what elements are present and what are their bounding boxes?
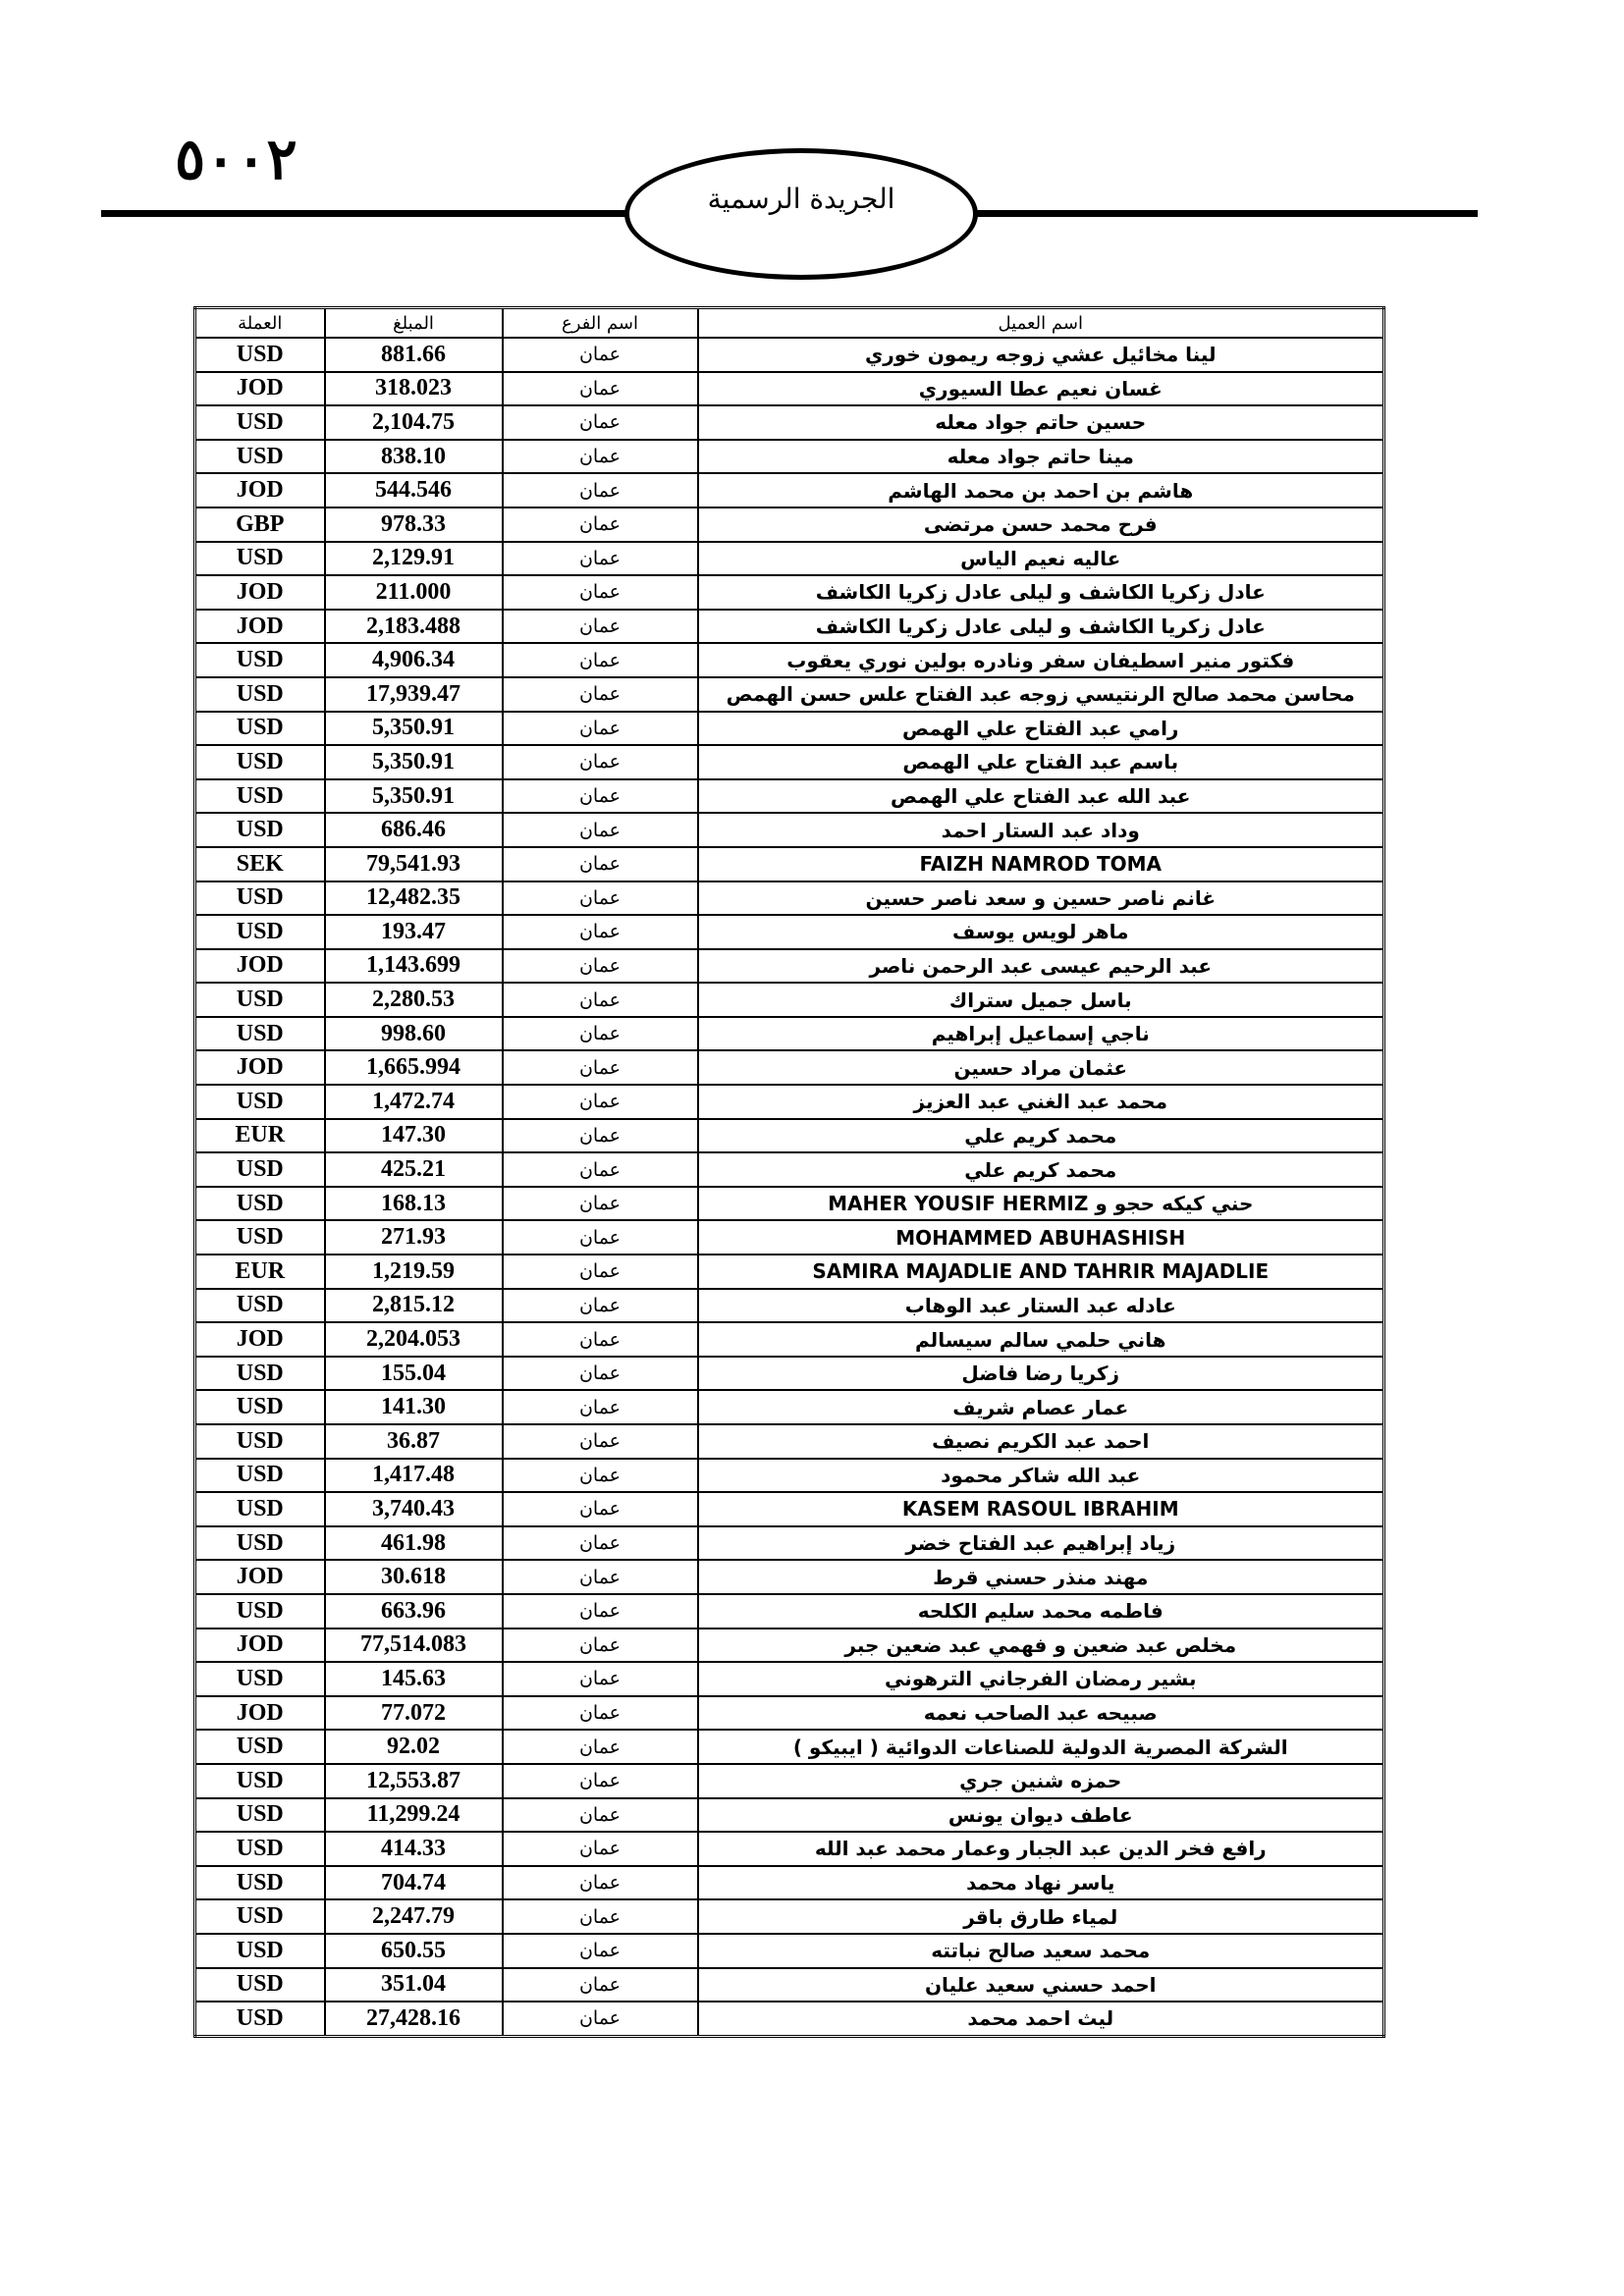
cell-currency: USD	[195, 1968, 325, 2002]
cell-name: باسل جميل ستراك	[698, 983, 1384, 1017]
table-row	[195, 881, 1384, 916]
cell-name: عبد الله عبد الفتاح علي الهمص	[698, 779, 1384, 814]
cell-amount: 704.74	[325, 1866, 503, 1900]
cell-name: غانم ناصر حسين و سعد ناصر حسين	[698, 881, 1384, 916]
cell-name: KASEM RASOUL IBRAHIM	[698, 1492, 1384, 1526]
table-row	[195, 575, 1384, 610]
cell-amount: 838.10	[325, 440, 503, 474]
cell-currency: GBP	[195, 507, 325, 542]
cell-amount: 2,280.53	[325, 983, 503, 1017]
cell-name: محمد سعيد صالح نباتته	[698, 1934, 1384, 1968]
cell-currency: USD	[195, 338, 325, 372]
cell-branch: عمان	[503, 881, 698, 916]
table-row	[195, 338, 1384, 372]
table-row	[195, 915, 1384, 949]
cell-name: غسان نعيم عطا السيوري	[698, 372, 1384, 406]
cell-currency: USD	[195, 1866, 325, 1900]
cell-amount: 12,553.87	[325, 1764, 503, 1798]
cell-branch: عمان	[503, 1085, 698, 1119]
cell-amount: 461.98	[325, 1526, 503, 1561]
cell-branch: عمان	[503, 847, 698, 881]
table-row	[195, 983, 1384, 1017]
table-row	[195, 779, 1384, 814]
cell-name: باسم عبد الفتاح علي الهمص	[698, 745, 1384, 779]
cell-amount: 155.04	[325, 1357, 503, 1391]
cell-name: FAIZH NAMROD TOMA	[698, 847, 1384, 881]
cell-amount: 978.33	[325, 507, 503, 542]
cell-currency: USD	[195, 1899, 325, 1934]
cell-branch: عمان	[503, 575, 698, 610]
cell-name: فرح محمد حسن مرتضى	[698, 507, 1384, 542]
cell-name: محاسن محمد صالح الرنتيسي زوجه عبد الفتاح علس حسن الهمص	[698, 677, 1384, 712]
cell-name: احمد حسني سعيد عليان	[698, 1968, 1384, 2002]
cell-currency: USD	[195, 1424, 325, 1459]
cell-name: عمار عصام شريف	[698, 1390, 1384, 1424]
cell-currency: JOD	[195, 372, 325, 406]
cell-amount: 414.33	[325, 1832, 503, 1866]
cell-currency: USD	[195, 1934, 325, 1968]
cell-name: عادل زكريا الكاشف و ليلى عادل زكريا الكاشف	[698, 575, 1384, 610]
cell-currency: USD	[195, 1730, 325, 1764]
cell-branch: عمان	[503, 712, 698, 746]
cell-currency: JOD	[195, 1629, 325, 1663]
cell-currency: JOD	[195, 1322, 325, 1357]
cell-amount: 2,104.75	[325, 405, 503, 440]
table-row	[195, 1152, 1384, 1187]
cell-amount: 2,204.053	[325, 1322, 503, 1357]
cell-currency: USD	[195, 1459, 325, 1493]
cell-name: حني كيكه حجو و MAHER YOUSIF HERMIZ	[698, 1187, 1384, 1221]
cell-currency: USD	[195, 813, 325, 847]
cell-currency: USD	[195, 1289, 325, 1323]
cell-amount: 998.60	[325, 1017, 503, 1051]
cell-currency: JOD	[195, 1696, 325, 1731]
cell-branch: عمان	[503, 1594, 698, 1629]
cell-amount: 12,482.35	[325, 881, 503, 916]
cell-amount: 141.30	[325, 1390, 503, 1424]
table-row	[195, 712, 1384, 746]
cell-amount: 168.13	[325, 1187, 503, 1221]
table-row	[195, 1050, 1384, 1085]
cell-amount: 77,514.083	[325, 1629, 503, 1663]
table-row	[195, 1424, 1384, 1459]
table-row	[195, 1899, 1384, 1934]
cell-amount: 1,417.48	[325, 1459, 503, 1493]
cell-currency: USD	[195, 712, 325, 746]
cell-branch: عمان	[503, 1832, 698, 1866]
cell-branch: عمان	[503, 915, 698, 949]
table-header-row	[195, 308, 1384, 339]
cell-branch: عمان	[503, 1390, 698, 1424]
journal-title: الجريدة الرسمية	[707, 183, 895, 215]
column-header-branch: اسم الفرع	[503, 308, 698, 339]
cell-amount: 30.618	[325, 1560, 503, 1594]
table-row	[195, 440, 1384, 474]
cell-name: لينا مخائيل عشي زوجه ريمون خوري	[698, 338, 1384, 372]
cell-amount: 3,740.43	[325, 1492, 503, 1526]
cell-amount: 271.93	[325, 1220, 503, 1255]
cell-amount: 425.21	[325, 1152, 503, 1187]
cell-amount: 2,183.488	[325, 610, 503, 644]
cell-name: لمياء طارق باقر	[698, 1899, 1384, 1934]
cell-name: عاليه نعيم الياس	[698, 542, 1384, 576]
column-header-currency: العملة	[195, 308, 325, 339]
cell-amount: 544.546	[325, 473, 503, 507]
cell-amount: 686.46	[325, 813, 503, 847]
table-row	[195, 1459, 1384, 1493]
page-number: ٥٠٠٢	[175, 126, 298, 192]
cell-currency: JOD	[195, 473, 325, 507]
cell-amount: 4,906.34	[325, 643, 503, 677]
cell-name: بشير رمضان الفرجاني الترهوني	[698, 1662, 1384, 1696]
cell-name: فاطمه محمد سليم الكلحه	[698, 1594, 1384, 1629]
table-row	[195, 847, 1384, 881]
table-row	[195, 405, 1384, 440]
table-row	[195, 1629, 1384, 1663]
cell-amount: 77.072	[325, 1696, 503, 1731]
cell-branch: عمان	[503, 1187, 698, 1221]
cell-currency: USD	[195, 881, 325, 916]
table-row	[195, 1662, 1384, 1696]
cell-name: محمد كريم علي	[698, 1152, 1384, 1187]
cell-currency: JOD	[195, 1560, 325, 1594]
table-row	[195, 1187, 1384, 1221]
cell-currency: USD	[195, 983, 325, 1017]
cell-name: حسين حاتم جواد معله	[698, 405, 1384, 440]
table-row	[195, 1696, 1384, 1731]
cell-name: زكريا رضا فاضل	[698, 1357, 1384, 1391]
table-row	[195, 1119, 1384, 1153]
cell-currency: USD	[195, 1390, 325, 1424]
table-row	[195, 1289, 1384, 1323]
table-row	[195, 1017, 1384, 1051]
cell-branch: عمان	[503, 1152, 698, 1187]
cell-name: SAMIRA MAJADLIE AND TAHRIR MAJADLIE	[698, 1255, 1384, 1289]
cell-name: محمد عبد الغني عبد العزيز	[698, 1085, 1384, 1119]
cell-amount: 1,143.699	[325, 949, 503, 984]
cell-name: محمد كريم علي	[698, 1119, 1384, 1153]
cell-name: وداد عبد الستار احمد	[698, 813, 1384, 847]
cell-name: رامي عبد الفتاح علي الهمص	[698, 712, 1384, 746]
cell-branch: عمان	[503, 1424, 698, 1459]
cell-name: فكتور منير اسطيفان سفر ونادره بولين نوري يعقوب	[698, 643, 1384, 677]
cell-branch: عمان	[503, 779, 698, 814]
cell-currency: USD	[195, 1764, 325, 1798]
cell-amount: 881.66	[325, 338, 503, 372]
cell-amount: 145.63	[325, 1662, 503, 1696]
cell-branch: عمان	[503, 1050, 698, 1085]
cell-branch: عمان	[503, 643, 698, 677]
cell-branch: عمان	[503, 2002, 698, 2036]
table-row	[195, 1560, 1384, 1594]
cell-currency: USD	[195, 542, 325, 576]
cell-currency: USD	[195, 1492, 325, 1526]
cell-branch: عمان	[503, 1798, 698, 1833]
cell-branch: عمان	[503, 610, 698, 644]
cell-amount: 36.87	[325, 1424, 503, 1459]
cell-amount: 2,247.79	[325, 1899, 503, 1934]
cell-amount: 1,472.74	[325, 1085, 503, 1119]
cell-currency: JOD	[195, 949, 325, 984]
cell-amount: 5,350.91	[325, 779, 503, 814]
cell-branch: عمان	[503, 440, 698, 474]
cell-name: الشركة المصرية الدولية للصناعات الدوائية ( ايبيكو )	[698, 1730, 1384, 1764]
cell-name: هاني حلمي سالم سيسالم	[698, 1322, 1384, 1357]
cell-name: ناجي إسماعيل إبراهيم	[698, 1017, 1384, 1051]
cell-name: عادل زكريا الكاشف و ليلى عادل زكريا الكاشف	[698, 610, 1384, 644]
table-row	[195, 1934, 1384, 1968]
cell-name: عثمان مراد حسين	[698, 1050, 1384, 1085]
cell-amount: 27,428.16	[325, 2002, 503, 2036]
accounts-table	[193, 306, 1385, 2038]
cell-amount: 5,350.91	[325, 745, 503, 779]
cell-name: عادله عبد الستار عبد الوهاب	[698, 1289, 1384, 1323]
table-row	[195, 1492, 1384, 1526]
cell-amount: 5,350.91	[325, 712, 503, 746]
table-row	[195, 1798, 1384, 1833]
cell-branch: عمان	[503, 949, 698, 984]
table-row	[195, 813, 1384, 847]
table-row	[195, 1220, 1384, 1255]
cell-name: مهند منذر حسني قرط	[698, 1560, 1384, 1594]
cell-branch: عمان	[503, 813, 698, 847]
column-header-name: اسم العميل	[698, 308, 1384, 339]
cell-currency: USD	[195, 1526, 325, 1561]
table-row	[195, 643, 1384, 677]
table-row	[195, 2002, 1384, 2036]
cell-branch: عمان	[503, 1696, 698, 1731]
cell-currency: JOD	[195, 610, 325, 644]
cell-currency: USD	[195, 1357, 325, 1391]
cell-branch: عمان	[503, 1220, 698, 1255]
cell-amount: 147.30	[325, 1119, 503, 1153]
cell-name: حمزه شنين جري	[698, 1764, 1384, 1798]
cell-name: ليث احمد محمد	[698, 2002, 1384, 2036]
table-row	[195, 1832, 1384, 1866]
table-row	[195, 473, 1384, 507]
table-row	[195, 372, 1384, 406]
table-row	[195, 1390, 1384, 1424]
cell-amount: 193.47	[325, 915, 503, 949]
cell-name: MOHAMMED ABUHASHISH	[698, 1220, 1384, 1255]
cell-name: عاطف ديوان يونس	[698, 1798, 1384, 1833]
cell-branch: عمان	[503, 1289, 698, 1323]
cell-branch: عمان	[503, 473, 698, 507]
table-row	[195, 610, 1384, 644]
cell-name: رافع فخر الدين عبد الجبار وعمار محمد عبد الله	[698, 1832, 1384, 1866]
cell-branch: عمان	[503, 1459, 698, 1493]
cell-currency: USD	[195, 440, 325, 474]
cell-currency: USD	[195, 745, 325, 779]
cell-branch: عمان	[503, 1526, 698, 1561]
table-row	[195, 949, 1384, 984]
table-row	[195, 1866, 1384, 1900]
table-row	[195, 1255, 1384, 1289]
cell-branch: عمان	[503, 745, 698, 779]
table-row	[195, 542, 1384, 576]
cell-branch: عمان	[503, 1866, 698, 1900]
cell-name: ياسر نهاد محمد	[698, 1866, 1384, 1900]
cell-branch: عمان	[503, 983, 698, 1017]
table-row	[195, 745, 1384, 779]
cell-amount: 1,219.59	[325, 1255, 503, 1289]
cell-amount: 650.55	[325, 1934, 503, 1968]
cell-currency: USD	[195, 1017, 325, 1051]
cell-currency: USD	[195, 915, 325, 949]
cell-name: مخلص عبد ضعين و فهمي عبد ضعين جبر	[698, 1629, 1384, 1663]
cell-amount: 79,541.93	[325, 847, 503, 881]
cell-currency: EUR	[195, 1119, 325, 1153]
cell-currency: JOD	[195, 1050, 325, 1085]
cell-currency: USD	[195, 1187, 325, 1221]
cell-branch: عمان	[503, 1119, 698, 1153]
table-row	[195, 677, 1384, 712]
cell-branch: عمان	[503, 1017, 698, 1051]
cell-amount: 211.000	[325, 575, 503, 610]
cell-name: عبد الرحيم عيسى عبد الرحمن ناصر	[698, 949, 1384, 984]
cell-currency: USD	[195, 1085, 325, 1119]
cell-currency: USD	[195, 677, 325, 712]
cell-branch: عمان	[503, 1629, 698, 1663]
cell-branch: عمان	[503, 1662, 698, 1696]
cell-amount: 92.02	[325, 1730, 503, 1764]
cell-name: مينا حاتم جواد معله	[698, 440, 1384, 474]
table-row	[195, 507, 1384, 542]
cell-branch: عمان	[503, 1968, 698, 2002]
table-row	[195, 1968, 1384, 2002]
cell-branch: عمان	[503, 1730, 698, 1764]
table-row	[195, 1357, 1384, 1391]
cell-amount: 11,299.24	[325, 1798, 503, 1833]
table-row	[195, 1594, 1384, 1629]
cell-branch: عمان	[503, 1492, 698, 1526]
table-row	[195, 1764, 1384, 1798]
cell-currency: EUR	[195, 1255, 325, 1289]
cell-name: صبيحه عبد الصاحب نعمه	[698, 1696, 1384, 1731]
cell-amount: 1,665.994	[325, 1050, 503, 1085]
cell-branch: عمان	[503, 542, 698, 576]
cell-currency: USD	[195, 1220, 325, 1255]
table-row	[195, 1085, 1384, 1119]
cell-branch: عمان	[503, 1357, 698, 1391]
cell-branch: عمان	[503, 1255, 698, 1289]
cell-currency: USD	[195, 2002, 325, 2036]
cell-name: عبد الله شاكر محمود	[698, 1459, 1384, 1493]
cell-amount: 2,129.91	[325, 542, 503, 576]
cell-currency: USD	[195, 1662, 325, 1696]
cell-branch: عمان	[503, 1322, 698, 1357]
cell-branch: عمان	[503, 372, 698, 406]
cell-currency: USD	[195, 1594, 325, 1629]
cell-branch: عمان	[503, 1899, 698, 1934]
cell-amount: 351.04	[325, 1968, 503, 2002]
cell-name: زياد إبراهيم عبد الفتاح خضر	[698, 1526, 1384, 1561]
cell-branch: عمان	[503, 677, 698, 712]
cell-branch: عمان	[503, 405, 698, 440]
cell-branch: عمان	[503, 507, 698, 542]
cell-branch: عمان	[503, 338, 698, 372]
column-header-amount: المبلغ	[325, 308, 503, 339]
cell-branch: عمان	[503, 1934, 698, 1968]
cell-currency: USD	[195, 1832, 325, 1866]
cell-currency: USD	[195, 1798, 325, 1833]
cell-branch: عمان	[503, 1560, 698, 1594]
cell-branch: عمان	[503, 1764, 698, 1798]
cell-name: هاشم بن احمد بن محمد الهاشم	[698, 473, 1384, 507]
cell-currency: USD	[195, 1152, 325, 1187]
cell-currency: USD	[195, 405, 325, 440]
cell-amount: 318.023	[325, 372, 503, 406]
table-row	[195, 1322, 1384, 1357]
cell-name: احمد عبد الكريم نصيف	[698, 1424, 1384, 1459]
cell-currency: USD	[195, 643, 325, 677]
cell-amount: 17,939.47	[325, 677, 503, 712]
cell-amount: 2,815.12	[325, 1289, 503, 1323]
table-row	[195, 1730, 1384, 1764]
table-row	[195, 1526, 1384, 1561]
cell-currency: JOD	[195, 575, 325, 610]
cell-name: ماهر لويس يوسف	[698, 915, 1384, 949]
cell-currency: USD	[195, 779, 325, 814]
cell-amount: 663.96	[325, 1594, 503, 1629]
cell-currency: SEK	[195, 847, 325, 881]
